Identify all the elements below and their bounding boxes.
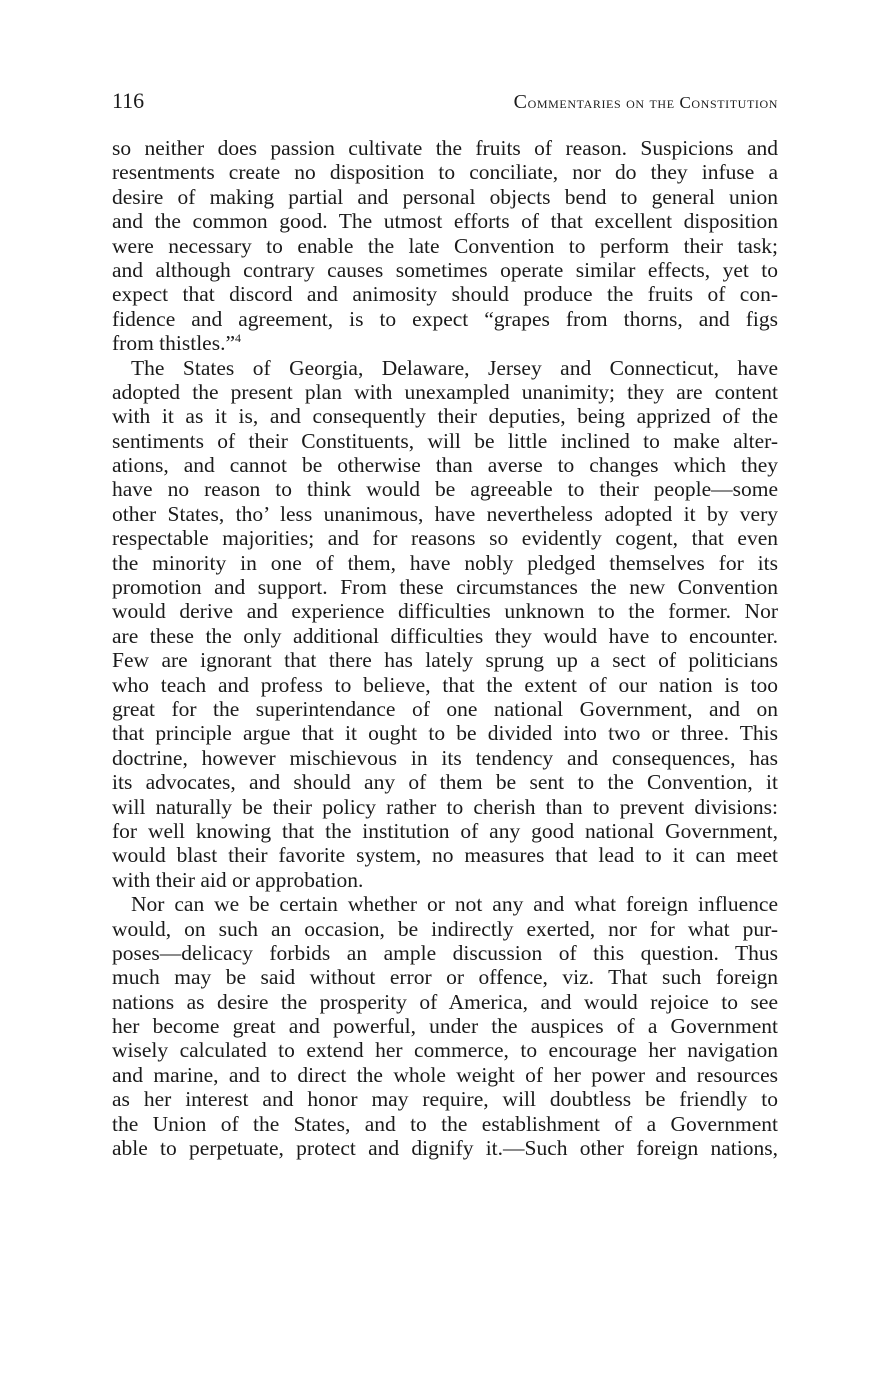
text-line: her become great and powerful, under the auspices of a Government: [112, 1014, 778, 1039]
text-line: that principle argue that it ought to be divided into two or three. This: [112, 721, 778, 746]
paragraph-2: [112, 356, 778, 893]
text-line: are these the only additional difficulties they would have to encounter.: [112, 623, 778, 648]
text-line: wisely calculated to extend her commerce, to encourage her navigation: [112, 1038, 778, 1063]
text-line: The States of Georgia, Delaware, Jersey and Connecticut, have: [131, 355, 778, 380]
text-line: would, on such an occasion, be indirectly exerted, nor for what pur-: [112, 916, 778, 941]
text-line: who teach and profess to believe, that the extent of our nation is too: [112, 672, 778, 697]
footnote-marker: 4: [235, 330, 242, 345]
text-line: for well knowing that the institution of any good national Government,: [112, 818, 778, 843]
text-line-content: from thistles.”: [112, 331, 236, 356]
text-line: Few are ignorant that there has lately sprung up a sect of politicians: [112, 648, 778, 673]
text-line: adopted the present plan with unexampled unanimity; they are content: [112, 379, 778, 404]
text-line: would blast their favorite system, no measures that lead to it can meet: [112, 843, 778, 868]
text-line: and although contrary causes sometimes operate similar effects, yet to: [112, 257, 778, 282]
text-line: desire of making partial and personal objects bend to general union: [112, 184, 778, 209]
text-line: have no reason to think would be agreeable to their people—some: [112, 477, 778, 502]
text-line: with it as it is, and consequently their deputies, being apprized of the: [112, 404, 778, 429]
paragraph-3: [112, 892, 778, 1160]
text-line: were necessary to enable the late Convention to perform their task;: [112, 233, 778, 258]
paragraph-1: [112, 136, 778, 356]
text-line: expect that discord and animosity should produce the fruits of con-: [112, 282, 778, 307]
text-line: as her interest and honor may require, will doubtless be friendly to: [112, 1087, 778, 1112]
text-line: its advocates, and should any of them be sent to the Convention, it: [112, 770, 778, 795]
text-line: able to perpetuate, protect and dignify it.—Such other foreign nations,: [112, 1136, 778, 1161]
text-line: nations as desire the prosperity of America, and would rejoice to see: [112, 989, 778, 1014]
text-line: ations, and cannot be otherwise than averse to changes which they: [112, 453, 778, 478]
body-text: [112, 136, 778, 1160]
text-line: and marine, and to direct the whole weight of her power and resources: [112, 1062, 778, 1087]
running-title: Commentaries on the Constitution: [513, 91, 778, 113]
text-line: would derive and experience difficulties unknown to the former. Nor: [112, 599, 778, 624]
text-line: with their aid or approbation.: [112, 867, 364, 892]
text-line: fidence and agreement, is to expect “grapes from thorns, and figs: [112, 306, 778, 331]
text-line: much may be said without error or offence, viz. That such foreign: [112, 965, 778, 990]
text-line: other States, tho’ less unanimous, have nevertheless adopted it by very: [112, 501, 778, 526]
text-line: will naturally be their policy rather to cherish than to prevent divisions:: [112, 794, 778, 819]
text-line: resentments create no disposition to conciliate, nor do they infuse a: [112, 160, 778, 185]
running-head: [112, 88, 778, 118]
page-number: 116: [112, 88, 145, 113]
text-line: Nor can we be certain whether or not any and what foreign influence: [131, 892, 778, 917]
text-line: promotion and support. From these circumstances the new Convention: [112, 575, 778, 600]
text-line: [112, 331, 778, 355]
text-line: poses—delicacy forbids an ample discussion of this question. Thus: [112, 940, 778, 965]
text-line: the Union of the States, and to the establishment of a Government: [112, 1111, 778, 1136]
text-line: the minority in one of them, have nobly pledged themselves for its: [112, 550, 778, 575]
text-line: and the common good. The utmost efforts of that excellent disposition: [112, 209, 778, 234]
text-line: respectable majorities; and for reasons so evidently cogent, that even: [112, 526, 778, 551]
text-line: so neither does passion cultivate the fruits of reason. Suspicions and: [112, 136, 778, 160]
text-line: sentiments of their Constituents, will be little inclined to make alter-: [112, 428, 778, 453]
text-line: doctrine, however mischievous in its tendency and consequences, has: [112, 745, 778, 770]
text-line: great for the superintendance of one national Government, and on: [112, 696, 778, 721]
